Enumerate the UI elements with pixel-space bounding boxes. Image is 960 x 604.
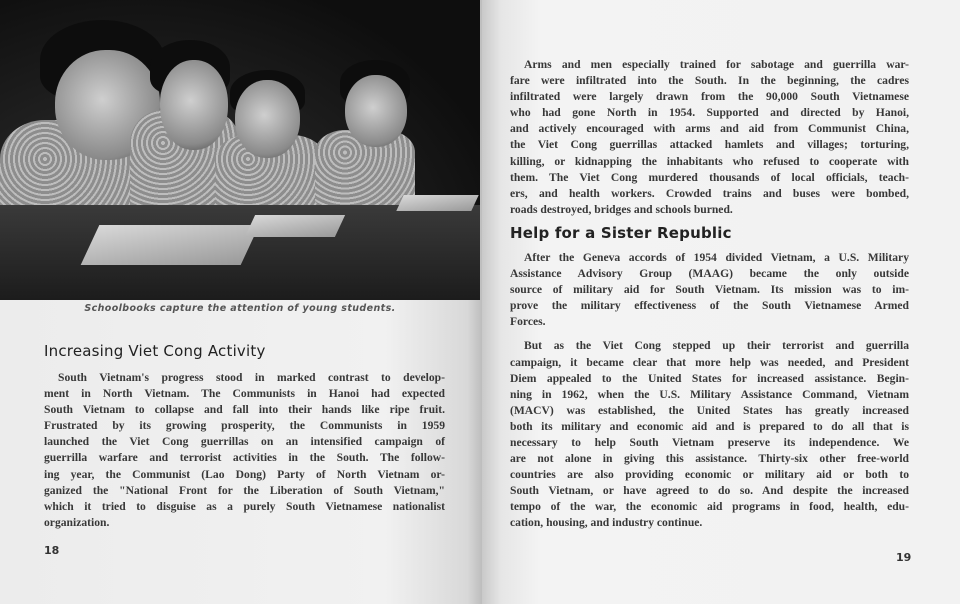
text-line: fare were infiltrated into the South. In the beginning, the cadres	[510, 74, 909, 88]
page-number: 18	[44, 544, 60, 557]
text-line: and actively encouraged with arms and aid from Communist China,	[510, 122, 909, 136]
text-line: necessary to help South Vietnam preserve its independence. We	[510, 435, 909, 449]
section-heading: Increasing Viet Cong Activity	[44, 342, 266, 360]
text-line: ing year, the Communist (Lao Dong) Party of North Vietnam or-	[44, 467, 445, 481]
text-line: roads destroyed, bridges and schools burned.	[510, 202, 733, 216]
text-line: organization.	[44, 515, 110, 529]
text-line: ning in 1962, when the U.S. Military Assistance Command, Vietnam	[510, 387, 909, 401]
text-line: killing, or kidnapping the inhabitants who refused to cooperate with	[510, 154, 909, 168]
text-line: infiltrated were largely drawn from the 90,000 South Vietnamese	[510, 90, 909, 104]
text-line: are not alone in giving this assistance. Thirty-six other free-world	[510, 452, 909, 466]
text-line: Assistance Advisory Group (MAAG) became the only outside	[510, 267, 909, 281]
text-line: Frustrated by its growing prosperity, the Communists in 1959	[44, 419, 445, 433]
text-line: guerrilla warfare and terrorist activities in the South. The follow-	[44, 451, 445, 465]
photo-children-reading	[0, 0, 480, 300]
text-line: who had gone North in 1954. Supported and directed by Hanoi,	[510, 106, 909, 120]
text-line: which it tried to disguise as a purely South Vietnamese nationalist	[44, 499, 445, 513]
text-line: them. The Viet Cong murdered thousands of local officials, teach-	[510, 170, 909, 184]
text-line: the Viet Cong guerrillas attacked hamlets and villages; torturing,	[510, 138, 909, 152]
text-line: campaign, it became clear that more help was needed, and President	[510, 355, 909, 369]
text-line: Diem appealed to the United States for increased assistance. Begin-	[510, 371, 909, 385]
text-line: South Vietnam's progress stood in marked contrast to develop-	[58, 371, 445, 384]
photo-caption: Schoolbooks capture the attention of young students.	[84, 303, 396, 314]
text-line: countries are also providing economic or military aid or both to	[510, 468, 909, 482]
text-line: source of military aid for South Vietnam. Its mission was to im-	[510, 283, 909, 297]
text-line: both its military and economic aid and is prepared to do all that is	[510, 419, 909, 433]
text-line: ganized the "National Front for the Liberation of South Vietnam,"	[44, 483, 445, 497]
section-heading: Help for a Sister Republic	[510, 223, 732, 242]
text-line: After the Geneva accords of 1954 divided Vietnam, a U.S. Military	[524, 250, 909, 264]
text-line: cation, housing, and industry continue.	[510, 516, 703, 530]
text-line: ers, and health workers. Crowded trains and buses were bombed,	[510, 186, 909, 200]
text-line: ment in North Vietnam. The Communists in Hanoi had expected	[44, 387, 445, 401]
page-number: 19	[896, 551, 912, 564]
text-line: But as the Viet Cong stepped up their terrorist and guerrilla	[524, 339, 909, 353]
text-line: launched the Viet Cong guerrillas on an intensified campaign of	[44, 435, 445, 449]
text-line: tempo of the war, the economic aid programs in food, health, edu-	[510, 500, 909, 514]
text-line: prove the military effectiveness of the South Vietnamese Armed	[510, 299, 909, 313]
body-paragraph	[44, 370, 445, 531]
body-text	[510, 57, 909, 532]
right-page	[482, 0, 960, 604]
text-line: Forces.	[510, 315, 546, 329]
text-line: South Vietnam to collapse and fall into their hands like ripe fruit.	[44, 403, 445, 417]
text-line: South Vietnam, or have agreed to do so. And despite the increased	[510, 484, 909, 498]
text-line: Arms and men especially trained for sabotage and guerrilla war-	[524, 58, 909, 71]
text-line: (MACV) was established, the United States has greatly increased	[510, 403, 909, 417]
